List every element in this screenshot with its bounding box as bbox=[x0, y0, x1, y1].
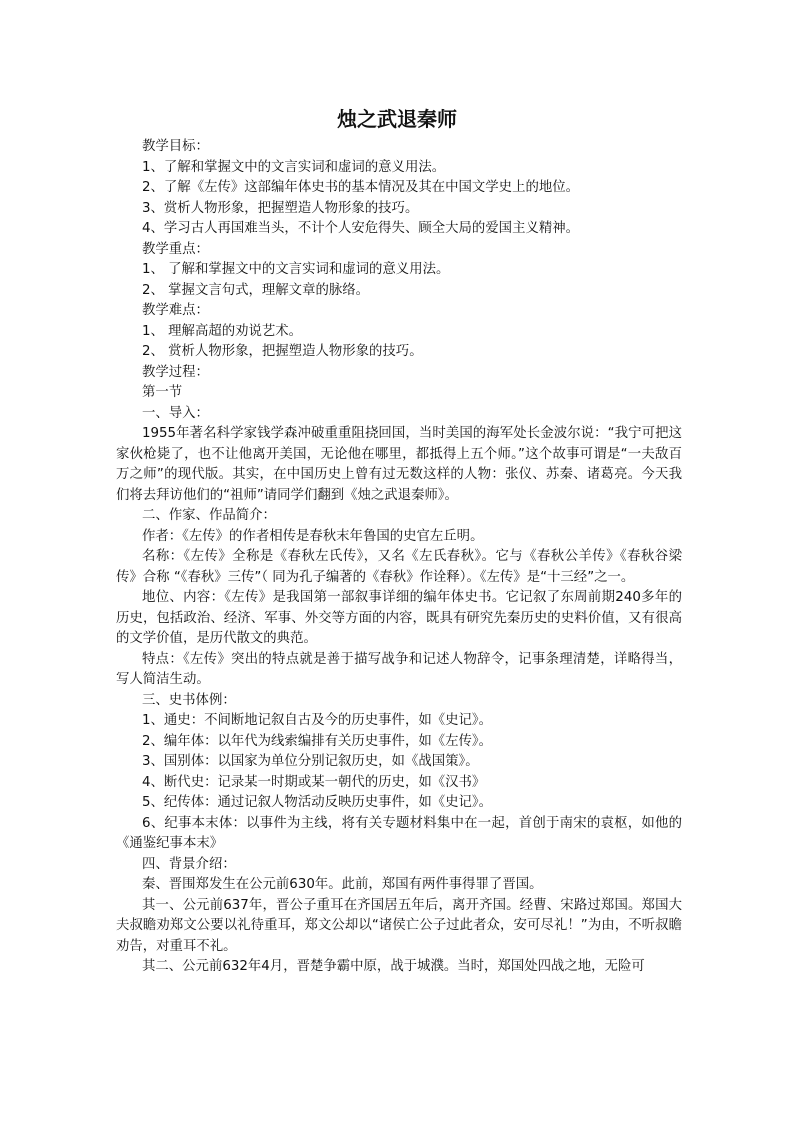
heading-background: 四、背景介绍： bbox=[142, 856, 236, 872]
document-title: 烛之武退秦师 bbox=[337, 107, 457, 131]
key-point-2: 2、 掌握文言句式，理解文章的脉络。 bbox=[142, 282, 370, 298]
paragraph-features: 特点：《左传》突出的特点就是善于描写战争和记述人物辞令，记事条理清楚，详略得当，写人简洁生动。 bbox=[116, 651, 682, 687]
style-item-5: 5、纪传体：通过记叙人物活动反映历史事件，如《史记》。 bbox=[142, 795, 492, 810]
style-item-3: 3、国别体：以国家为单位分别记叙历史，如《战国策》。 bbox=[142, 754, 479, 769]
style-item-2: 2、编年体：以年代为线索编排有关历史事件，如《左传》。 bbox=[142, 733, 492, 749]
key-point-1: 1、 了解和掌握文中的文言实词和虚词的意义用法。 bbox=[142, 262, 450, 277]
paragraph-name: 名称：《左传》全称是《春秋左氏传》，又名《左氏春秋》。它与《春秋公羊传》《春秋谷梁传》合称 “《春秋》三传”（ 同为孔子编著的《春秋》作诠释）。《左传》是“十三经”之一。 bbox=[116, 549, 682, 585]
style-item-4: 4、断代史：记录某一时期或某一朝代的历史，如《汉书》 bbox=[142, 774, 486, 790]
goal-item-1: 1、了解和掌握文中的文言实词和虚词的意义用法。 bbox=[142, 159, 446, 175]
paragraph-status: 地位、内容：《左传》是我国第一部叙事详细的编年体史书。它记叙了东周前期240多年的历史，包括政治、经济、军事、外交等方面的内容，既具有研究先秦历史的史料价值，又有很高的文学价值，是历代散文的典范。 bbox=[116, 590, 682, 646]
paragraph-author: 作者：《左传》的作者相传是春秋末年鲁国的史官左丘明。 bbox=[142, 528, 484, 544]
heading-key-points: 教学重点： bbox=[142, 241, 209, 257]
paragraph-background: 秦、晋围郑发生在公元前630年。此前，郑国有两件事得罪了晋国。 bbox=[142, 877, 543, 892]
heading-process: 教学过程： bbox=[142, 364, 209, 380]
heading-teaching-goals: 教学目标： bbox=[142, 139, 209, 154]
goal-item-2: 2、了解《左传》这部编年体史书的基本情况及其在中国文学史上的地位。 bbox=[142, 180, 580, 195]
difficulty-1: 1、 理解高超的劝说艺术。 bbox=[142, 323, 303, 339]
heading-author-work: 二、作家、作品简介： bbox=[142, 508, 276, 523]
document-body bbox=[116, 137, 682, 978]
style-item-6: 6、纪事本末体：以事件为主线，将有关专题材料集中在一起，首创于南宋的袁枢，如他的《通鉴纪事本末》 bbox=[116, 815, 682, 851]
heading-difficulties: 教学难点： bbox=[142, 303, 209, 318]
paragraph-first-offense: 其一、公元前637年，晋公子重耳在齐国居五年后，离开齐国。经曹、宋路过郑国。郑国大夫叔瞻劝郑文公要以礼待重耳，郑文公却以“诸侯亡公子过此者众，安可尽礼！”为由，不听叔瞻劝告，对重耳不礼。 bbox=[116, 897, 682, 954]
heading-history-styles: 三、史书体例： bbox=[142, 692, 236, 708]
goal-item-4: 4、学习古人再国难当头，不计个人安危得失、顾全大局的爱国主义精神。 bbox=[142, 221, 580, 236]
style-item-1: 1、通史：不间断地记叙自古及今的历史事件，如《史记》。 bbox=[142, 713, 492, 728]
section-first: 第一节 bbox=[142, 385, 183, 400]
difficulty-2: 2、 赏析人物形象，把握塑造人物形象的技巧。 bbox=[142, 344, 423, 359]
paragraph-introduction: 1955年著名科学家钱学森冲破重重阻挠回国，当时美国的海军处长金波尔说：“我宁可把这家伙枪毙了，也不让他离开美国，无论他在哪里，都抵得上五个师。”这个故事可谓是“一夫敌百万之师”的现代版。其实，在中国历史上曾有过无数这样的人物：张仪、苏秦、诸葛亮。今天我们将去拜访他们的“祖师”请同学们翻到《烛之武退秦师》。 bbox=[116, 426, 682, 503]
heading-introduction: 一、导入： bbox=[142, 405, 209, 421]
goal-item-3: 3、赏析人物形象，把握塑造人物形象的技巧。 bbox=[142, 200, 419, 216]
paragraph-second-offense: 其二、公元前632年4月，晋楚争霸中原，战于城濮。当时，郑国处四战之地，无险可 bbox=[142, 959, 645, 974]
